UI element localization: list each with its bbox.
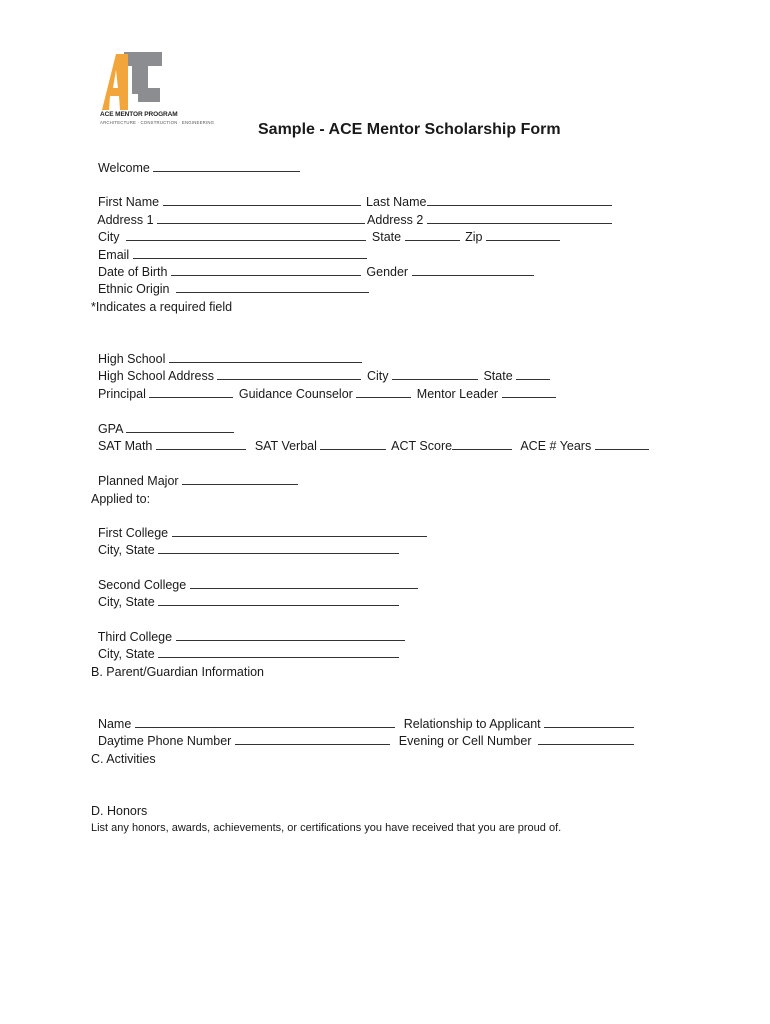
second-college-city-label: City, State (97, 595, 155, 609)
ace-logo-mark-icon (98, 52, 162, 110)
honors-instructions: List any honors, awards, achievements, or certifications you have received that you are proud of. (91, 822, 562, 834)
logo-tagline-text: ARCHITECTURE · CONSTRUCTION · ENGINEERING (100, 120, 215, 125)
welcome-row (91, 143, 302, 177)
second-college-city-row (91, 577, 401, 611)
first-college-city-label: City, State (97, 543, 155, 557)
ethnic-origin-field[interactable] (176, 281, 369, 293)
ace-years-label: ACE # Years (520, 439, 592, 453)
dob-label: Date of Birth (97, 265, 168, 279)
planned-major-label: Planned Major (97, 474, 179, 488)
guidance-counselor-field[interactable] (356, 386, 411, 398)
principal-label: Principal (97, 387, 146, 401)
last-name-label: Last Name (366, 195, 427, 209)
evening-phone-label: Evening or Cell Number (398, 734, 532, 748)
mentor-leader-field[interactable] (502, 386, 556, 398)
logo-brand-text: ACE MENTOR PROGRAM (100, 111, 178, 118)
gpa-label: GPA (97, 422, 123, 436)
ethnic-origin-row (91, 264, 371, 298)
applied-to-label: Applied to: (91, 492, 151, 506)
sat-math-field[interactable] (156, 438, 246, 450)
scores-row (91, 421, 651, 455)
third-college-city-label: City, State (97, 647, 155, 661)
third-college-city-field[interactable] (158, 646, 399, 658)
act-score-label: ACT Score (391, 439, 453, 453)
form-title: Sample - ACE Mentor Scholarship Form (258, 121, 561, 138)
first-name-label: First Name (97, 195, 160, 209)
address1-label: Address 1 (97, 213, 154, 227)
ace-years-field[interactable] (595, 438, 649, 450)
parent-phone-row (91, 716, 636, 750)
sat-verbal-field[interactable] (320, 438, 386, 450)
zip-label: Zip (465, 230, 483, 244)
first-college-city-row (91, 525, 401, 559)
activities-heading: C. Activities (91, 752, 156, 766)
sat-verbal-label: SAT Verbal (254, 439, 317, 453)
zip-field[interactable] (486, 229, 560, 241)
guidance-counselor-label: Guidance Counselor (238, 387, 353, 401)
third-college-label: Third College (97, 630, 173, 644)
parent-section-heading: B. Parent/Guardian Information (91, 665, 265, 679)
daytime-phone-field[interactable] (235, 733, 390, 745)
daytime-phone-label: Daytime Phone Number (97, 734, 232, 748)
email-label: Email (97, 248, 130, 262)
parent-name-label: Name (97, 717, 132, 731)
gender-label: Gender (366, 265, 409, 279)
mentor-leader-label: Mentor Leader (416, 387, 499, 401)
hs-city-label: City (366, 369, 389, 383)
sat-math-label: SAT Math (97, 439, 153, 453)
city-label: City (97, 230, 120, 244)
welcome-label: Welcome (97, 161, 150, 175)
second-college-city-field[interactable] (158, 594, 399, 606)
hs-state-label: State (483, 369, 513, 383)
relationship-label: Relationship to Applicant (403, 717, 541, 731)
required-note: *Indicates a required field (91, 300, 233, 314)
evening-phone-field[interactable] (538, 733, 634, 745)
principal-field[interactable] (149, 386, 233, 398)
state-label: State (371, 230, 402, 244)
honors-heading: D. Honors (91, 804, 148, 818)
first-college-label: First College (97, 526, 169, 540)
third-college-city-row (91, 629, 401, 663)
act-score-field[interactable] (452, 438, 512, 450)
ace-logo (96, 52, 215, 132)
gender-field[interactable] (412, 264, 534, 276)
address2-label: Address 2 (367, 213, 424, 227)
state-field[interactable] (405, 229, 460, 241)
high-school-label: High School (97, 352, 166, 366)
principal-row (91, 369, 558, 403)
welcome-field[interactable] (153, 160, 300, 172)
second-college-label: Second College (97, 578, 187, 592)
ethnic-origin-label: Ethnic Origin (97, 282, 170, 296)
first-college-city-field[interactable] (158, 542, 399, 554)
planned-major-field[interactable] (182, 473, 298, 485)
planned-major-row (91, 456, 300, 490)
hs-address-label: High School Address (97, 369, 214, 383)
